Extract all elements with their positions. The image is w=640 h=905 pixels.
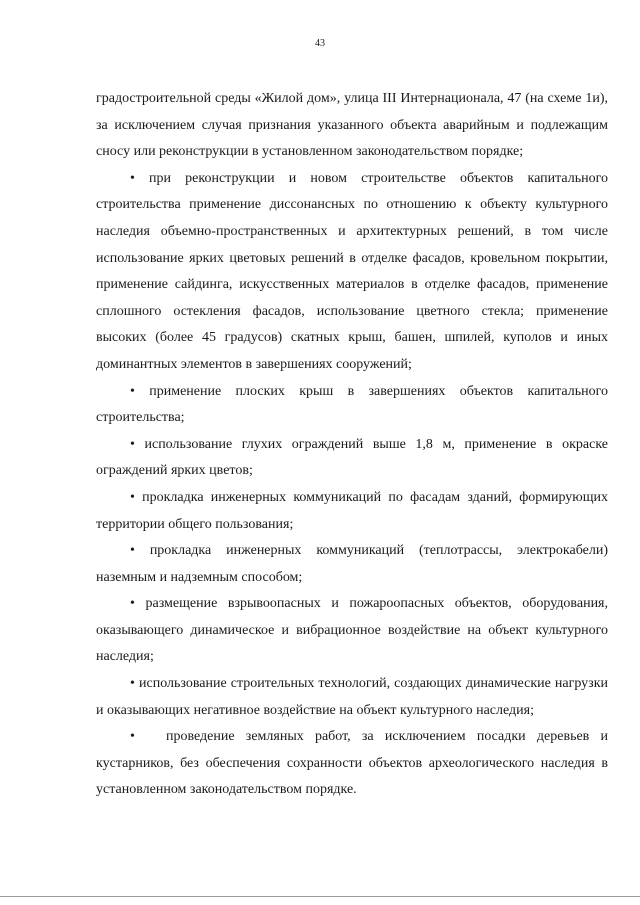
list-item-fences <box>96 432 608 485</box>
list-item-text: применение плоских крыш в завершениях объектов капитального строительства; <box>96 383 608 426</box>
bullet-icon: • <box>130 170 135 186</box>
page-bottom-rule <box>0 896 640 897</box>
bullet-icon: • <box>130 596 135 612</box>
list-item-earthworks <box>96 724 608 804</box>
list-item-reconstruction <box>96 166 608 379</box>
bullet-icon: • <box>130 729 135 745</box>
list-item-text: прокладка инженерных коммуникаций по фасадам зданий, формирующих территории общего пользования; <box>96 489 608 532</box>
list-item-facade-utilities <box>96 485 608 538</box>
bullet-icon: • <box>130 489 135 505</box>
list-item-text: при реконструкции и новом строительстве объектов капитального строительства применение диссонансных по отношению к объекту культурного наследия объемно-пространственных и архитектурных решений, в том числе использование ярких цветовых решений в отделке фасадов, кровельном покрытии, применение сайдинга, искусственных материалов в отделке фасадов, применение сплошного остекления фасадов, использование цветного стекла; применение высоких (более 45 градусов) скатных крыш, башен, шпилей, куполов и иных доминантных элементов в завершениях сооружений; <box>96 170 608 372</box>
list-item-text: размещение взрывоопасных и пожароопасных объектов, оборудования, оказывающего динамическое и вибрационное воздействие на объект культурного наследия; <box>96 596 608 665</box>
list-item-text: использование строительных технологий, создающих динамические нагрузки и оказывающих негативное воздействие на объект культурного наследия; <box>96 676 608 718</box>
list-item-text: использование глухих ограждений выше 1,8 м, применение в окраске ограждений ярких цветов; <box>96 436 609 479</box>
paragraph-text: градостроительной среды «Жилой дом», улица III Интернационала, 47 (на схеме 1и), за исключением случая признания указанного объекта аварийным и подлежащим сносу или реконструкции в установленном законодательством порядке; <box>96 91 608 160</box>
list-item-construction-tech <box>96 671 608 724</box>
paragraph-continuation <box>96 86 608 166</box>
bullet-icon: • <box>130 436 135 452</box>
bullet-icon: • <box>130 383 135 399</box>
page-number: 43 <box>315 38 325 49</box>
bullet-icon: • <box>130 543 135 559</box>
document-body <box>96 86 608 804</box>
list-item-text: проведение земляных работ, за исключением посадки деревьев и кустарников, без обеспечения сохранности объектов археологического наследия в установленном законодательством порядке. <box>96 729 608 798</box>
list-item-flat-roofs <box>96 379 608 432</box>
list-item-hazardous-objects <box>96 591 608 671</box>
list-item-text: прокладка инженерных коммуникаций (теплотрассы, электрокабели) наземным и надземным способом; <box>96 543 609 585</box>
bullet-icon: • <box>130 676 135 692</box>
list-item-ground-utilities <box>96 538 608 591</box>
